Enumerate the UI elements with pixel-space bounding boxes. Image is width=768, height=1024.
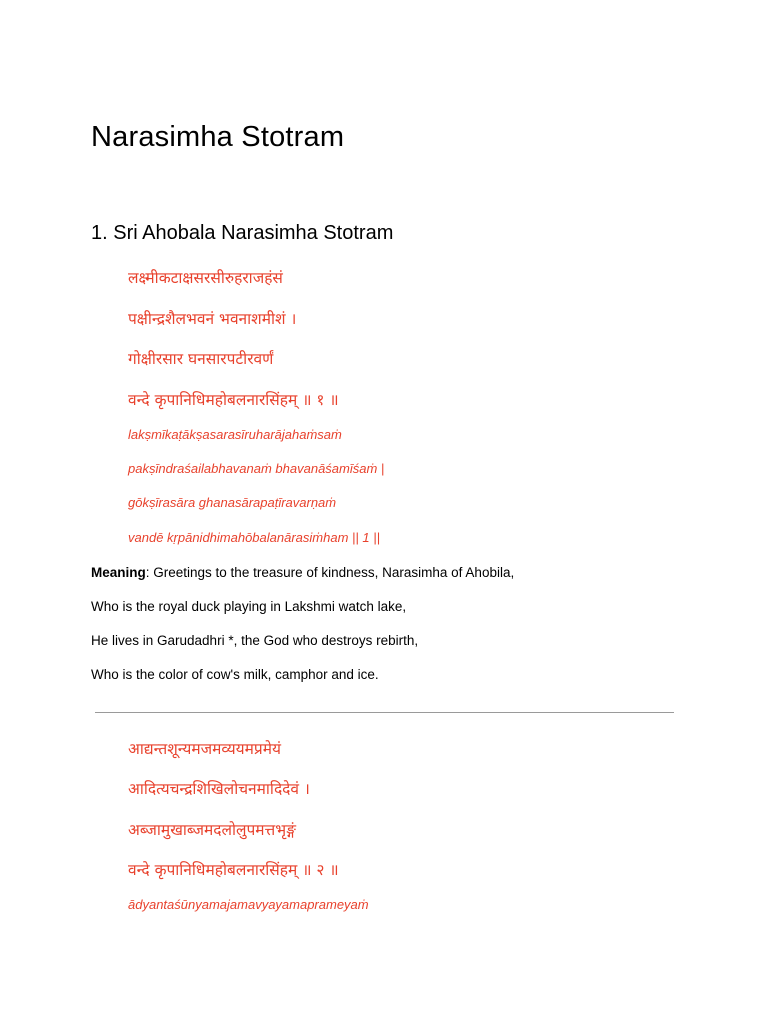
meaning-label: Meaning: [91, 565, 146, 580]
verse1-devanagari-line-4: वन्दे कृपानिधिमहोबलनारसिंहम् ॥ १ ॥: [128, 391, 339, 409]
section-heading: 1. Sri Ahobala Narasimha Stotram: [91, 222, 394, 244]
verse1-transliteration-line-2: pakṣīndraśailabhavanaṁ bhavanāśamīśaṁ |: [128, 461, 385, 476]
verse1-transliteration-line-4: vandē kṛpānidhimahōbalanārasiṁham || 1 ||: [128, 530, 380, 545]
meaning-text: : Greetings to the treasure of kindness, Narasimha of Ahobila,: [145, 565, 515, 580]
page-title: Narasimha Stotram: [91, 121, 345, 153]
verse1-devanagari-line-2: पक्षीन्द्रशैलभवनं भवनाशमीशं ।: [128, 310, 297, 328]
meaning-line-1: [91, 565, 514, 580]
verse2-devanagari-line-1: आद्यन्तशून्यमजमव्ययमप्रमेयं: [128, 740, 281, 758]
section-divider: [95, 712, 674, 713]
verse1-transliteration-line-3: gōkṣīrasāra ghanasārapaṭīravarṇaṁ: [128, 495, 337, 510]
verse1-devanagari-line-3: गोक्षीरसार घनसारपटीरवर्णं: [128, 350, 274, 368]
meaning-line-4: Who is the color of cow's milk, camphor and ice.: [91, 667, 379, 682]
verse1-transliteration-line-1: lakṣmīkaṭākṣasarasīruharājahaṁsaṁ: [128, 427, 342, 442]
verse2-transliteration-line-1: ādyantaśūnyamajamavyayamaprameyaṁ: [128, 897, 369, 912]
verse1-devanagari-line-1: लक्ष्मीकटाक्षसरसीरुहराजहंसं: [128, 269, 283, 287]
meaning-line-3: He lives in Garudadhri *, the God who destroys rebirth,: [91, 633, 419, 648]
meaning-line-2: Who is the royal duck playing in Lakshmi watch lake,: [91, 599, 407, 614]
verse2-devanagari-line-4: वन्दे कृपानिधिमहोबलनारसिंहम् ॥ २ ॥: [128, 861, 339, 879]
verse2-devanagari-line-3: अब्जामुखाब्जमदलोलुपमत्तभृङ्गं: [128, 821, 296, 839]
verse2-devanagari-line-2: आदित्यचन्द्रशिखिलोचनमादिदेवं ।: [128, 780, 310, 798]
